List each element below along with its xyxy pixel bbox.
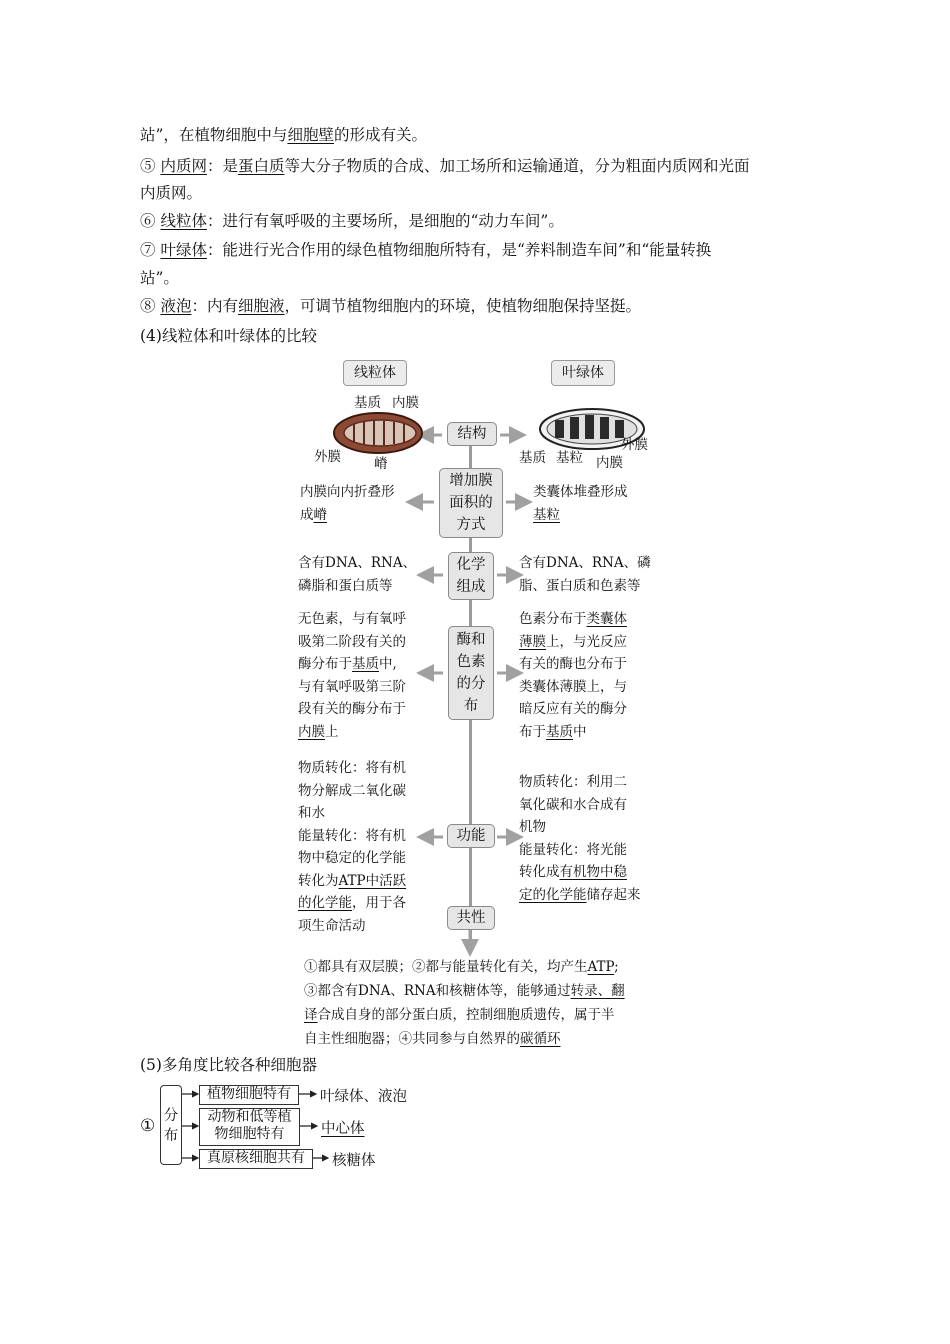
row-shared-label: 真原核细胞共有 [199, 1149, 313, 1169]
node-structure: 结构 [447, 422, 497, 446]
common-features-text: ①都具有双层膜；②都与能量转化有关，均产生ATP; ③都含有DNA、RNA和核糖体等，能够通过转录、翻 译合成自身的部分蛋白质，控制细胞质遗传，属于半 自主性细胞器；④共同参与自然界的碳循环 [304, 959, 625, 1047]
mito-label-outer: 外膜 [314, 449, 341, 465]
heading-5: (5)多角度比较各种细胞器 [140, 1056, 317, 1074]
chloro-label-inner: 内膜 [596, 455, 623, 471]
node-membrane: 增加膜 面积的 方式 [439, 468, 503, 538]
node-common: 共性 [447, 906, 495, 930]
paragraph-chloroplast: ⑦ 叶绿体：能进行光合作用的绿色植物细胞所特有，是“养料制造车间”和“能量转换 [140, 241, 712, 259]
chloroplast-title: 叶绿体 [551, 360, 615, 386]
node-chemical-composition: 化学 组成 [448, 552, 494, 600]
mito-label-inner: 内膜 [392, 395, 419, 411]
chloro-label-grana: 基粒 [556, 450, 583, 466]
function-right-text: 物质转化：利用二 氧化碳和水合成有 机物 能量转化：将光能 转化成有机物中稳 定的化学能储存起来 [519, 774, 641, 903]
paragraph-er-cont: 内质网。 [140, 184, 203, 202]
row-animal-lower-plant-result: 中心体 [321, 1121, 365, 1137]
row-shared-result: 核糖体 [332, 1153, 376, 1169]
paragraph-er: ⑤ 内质网：是蛋白质等大分子物质的合成、加工场所和运输通道，分为粗面内质网和光面 [140, 157, 750, 175]
row-animal-lower-plant-label: 动物和低等植 物细胞特有 [199, 1108, 300, 1146]
mitochondria-title: 线粒体 [343, 360, 407, 386]
chem-left-text: 含有DNA、RNA、 磷脂和蛋白质等 [298, 555, 417, 594]
node-function: 功能 [447, 824, 495, 848]
chloro-label-matrix: 基质 [519, 450, 546, 466]
row-plant-specific-label: 植物细胞特有 [199, 1085, 299, 1105]
paragraph-vacuole: ⑧ 液泡：内有细胞液，可调节植物细胞内的环境，使植物细胞保持坚挺。 [140, 297, 642, 315]
mito-label-matrix: 基质 [354, 395, 381, 411]
node-enzyme-pigment: 酶和 色素 的分 布 [448, 626, 494, 720]
mito-label-crista: 嵴 [374, 456, 388, 472]
enzyme-right-text: 色素分布于类囊体 薄膜上，与光反应 有关的酶也分布于 类囊体薄膜上，与 暗反应有关的酶分 布于基质中 [519, 611, 627, 740]
paragraph-chloroplast-cont: 站”。 [140, 269, 179, 287]
heading-4: (4)线粒体和叶绿体的比较 [140, 327, 317, 345]
enzyme-left-text: 无色素，与有氧呼 吸第二阶段有关的 酶分布于基质中, 与有氧呼吸第三阶 段有关的酶分布于 内膜上 [298, 611, 406, 740]
row-plant-specific-result: 叶绿体、液泡 [320, 1089, 407, 1105]
membrane-left-text: 内膜向内折叠形 成嵴 [300, 484, 395, 523]
distribution-number: ① [140, 1116, 156, 1136]
paragraph-mitochondria: ⑥ 线粒体：进行有氧呼吸的主要场所，是细胞的“动力车间”。 [140, 212, 564, 230]
function-left-text: 物质转化：将有机 物分解成二氧化碳 和水 能量转化：将有机 物中稳定的化学能 转化为ATP中活跃 的化学能，用于各 项生命活动 [298, 760, 407, 934]
distribution-brace: 分 布 [160, 1085, 182, 1165]
chloro-label-outer: 外膜 [621, 437, 648, 453]
paragraph-golgi-end: 站”，在植物细胞中与细胞壁的形成有关。 [140, 126, 427, 144]
chem-right-text: 含有DNA、RNA、磷 脂、蛋白质和色素等 [519, 555, 651, 594]
membrane-right-text: 类囊体堆叠形成 基粒 [533, 484, 628, 523]
